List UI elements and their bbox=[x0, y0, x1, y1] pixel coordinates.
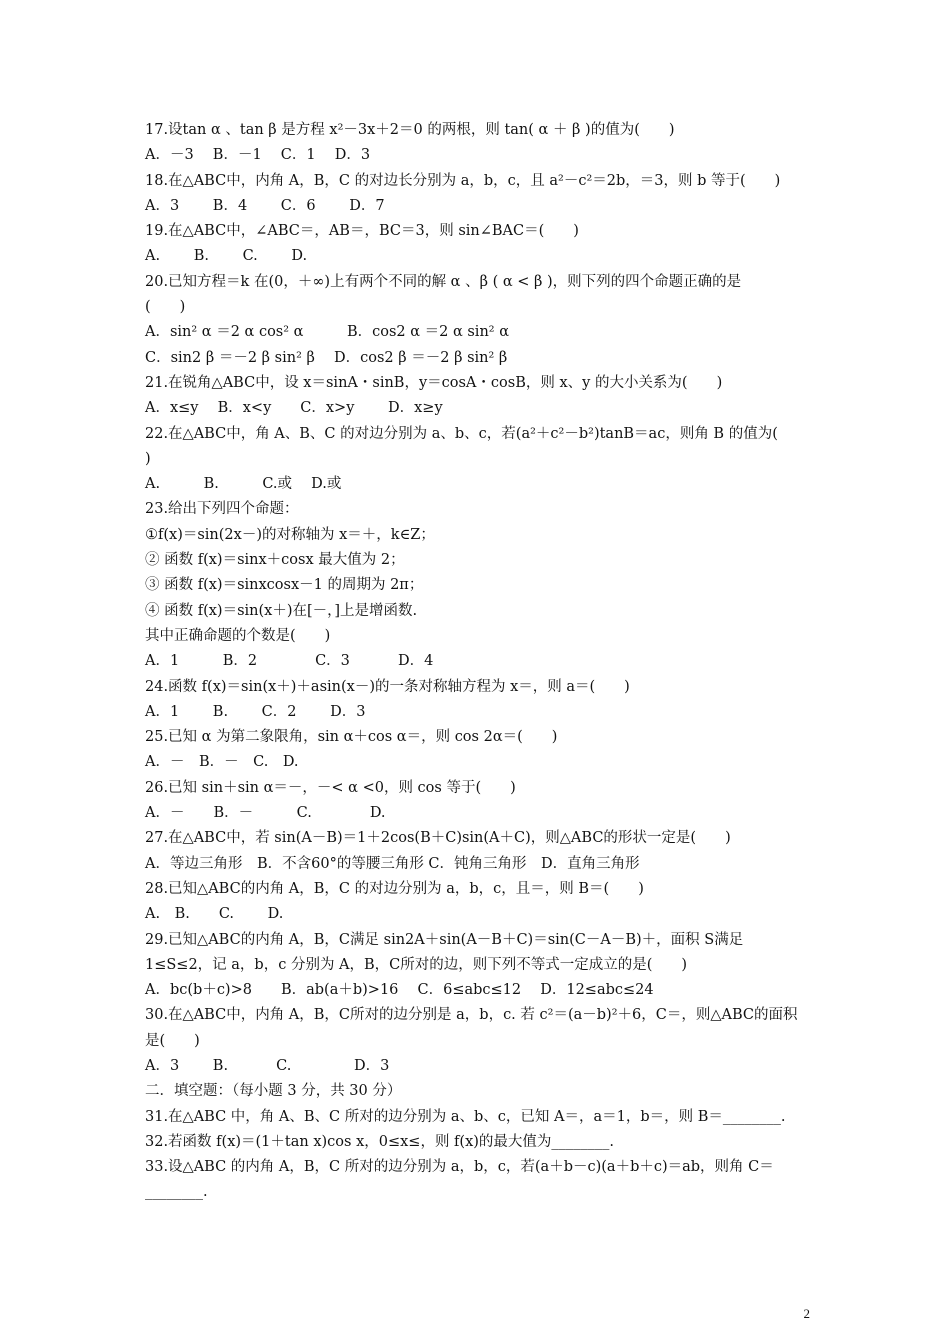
text-line: 20.已知方程＝k 在(0，＋∞)上有两个不同的解 α 、β ( α < β )，则下列的四个命题正确的是 bbox=[145, 273, 742, 290]
text-line: A. B. C. D. bbox=[145, 906, 284, 923]
text-line: 1≤S≤2，记 a，b，c 分别为 A，B，C所对的边，则下列不等式一定成立的是( ) bbox=[145, 956, 688, 973]
text-line: 25.已知 α 为第二象限角，sin α＋cos α＝，则 cos 2α＝( ) bbox=[145, 729, 558, 746]
text-line: ② 函数 f(x)＝sinx＋cosx 最大值为 2； bbox=[145, 552, 405, 569]
text-line: A．3 B. C. D．3 bbox=[145, 1057, 390, 1074]
text-line: A. B. C.或 D.或 bbox=[145, 476, 342, 493]
text-line: 18.在△ABC中，内角 A，B，C 的对边长分别为 a，b，c，且 a²－c²＝2b，＝3，则 b 等于( ) bbox=[145, 172, 781, 189]
text-line: A．bc(b＋c)>8 B．ab(a＋b)>16 C．6≤abc≤12 D．12≤abc≤24 bbox=[145, 982, 654, 999]
text-line: 30.在△ABC中，内角 A，B，C所对的边分别是 a，b，c. 若 c²＝(a－b)²＋6，C＝，则△ABC的面积 bbox=[145, 1007, 798, 1024]
text-line: A．1 B．2 C．3 D．4 bbox=[145, 653, 434, 670]
text-line: 其中正确命题的个数是( ) bbox=[145, 627, 331, 644]
text-line: 27.在△ABC中，若 sin(A－B)＝1＋2cos(B＋C)sin(A＋C)，则△ABC的形状一定是( ) bbox=[145, 830, 731, 847]
text-line: 23.给出下列四个命题： bbox=[145, 501, 299, 518]
text-line: A．－ B．－ C. D. bbox=[145, 754, 299, 771]
text-line: A．－ B．－ C. D. bbox=[145, 805, 386, 822]
text-line: A．x≤y B．x<y C．x>y D．x≥y bbox=[145, 400, 443, 417]
text-line: 24.函数 f(x)＝sin(x＋)＋asin(x－)的一条对称轴方程为 x＝，则 a＝( ) bbox=[145, 678, 630, 695]
text-line: ________. bbox=[145, 1184, 208, 1201]
text-line: 19.在△ABC中，∠ABC＝，AB＝，BC＝3，则 sin∠BAC＝( ) bbox=[145, 223, 579, 240]
text-line: ) bbox=[145, 450, 151, 467]
text-line: A．sin² α ＝2 α cos² α B．cos2 α ＝2 α sin² α bbox=[145, 324, 510, 341]
text-line: ( ) bbox=[145, 299, 186, 316]
text-line: 是( ) bbox=[145, 1032, 200, 1049]
text-line: ①f(x)＝sin(2x－)的对称轴为 x＝＋，k∈Z； bbox=[145, 526, 435, 543]
text-line: A．1 B. C．2 D．3 bbox=[145, 703, 366, 720]
text-line: 28.已知△ABC的内角 A，B，C 的对边分别为 a，b，c，且＝，则 B＝( ) bbox=[145, 880, 644, 897]
text-line: A．等边三角形 B．不含60°的等腰三角形 C．钝角三角形 D．直角三角形 bbox=[145, 855, 640, 872]
text-line: 31.在△ABC 中，角 A、B、C 所对的边分别为 a、b、c，已知 A＝，a＝1，b＝，则 B＝________. bbox=[145, 1108, 786, 1125]
text-line: 22.在△ABC中，角 A、B、C 的对边分别为 a、b、c，若(a²＋c²－b²)tanB＝ac，则角 B 的值为( bbox=[145, 425, 778, 442]
text-line: 21.在锐角△ABC中，设 x＝sinA・sinB，y＝cosA・cosB，则 x、y 的大小关系为( ) bbox=[145, 374, 723, 391]
text-line: ③ 函数 f(x)＝sinxcosx－1 的周期为 2π； bbox=[145, 577, 424, 594]
text-line: A．－3 B．－1 C．1 D．3 bbox=[145, 147, 371, 164]
text-line: 32.若函数 f(x)＝(1＋tan x)cos x，0≤x≤，则 f(x)的最大值为________. bbox=[145, 1133, 615, 1150]
text-line: 26.已知 sin＋sin α＝－，－< α <0，则 cos 等于( ) bbox=[145, 779, 516, 796]
text-line: A．3 B．4 C．6 D．7 bbox=[145, 197, 385, 214]
text-line: C．sin2 β ＝－2 β sin² β D．cos2 β ＝－2 β sin² β bbox=[145, 349, 508, 366]
text-line: 29.已知△ABC的内角 A，B，C满足 sin2A＋sin(A－B＋C)＝sin(C－A－B)＋，面积 S满足 bbox=[145, 931, 744, 948]
question-content bbox=[145, 118, 815, 1206]
text-line: A. B. C. D. bbox=[145, 248, 308, 265]
text-line: 二．填空题：（每小题 3 分，共 30 分） bbox=[145, 1083, 402, 1100]
text-line: 17.设tan α 、tan β 是方程 x²－3x＋2＝0 的两根，则 tan( α ＋ β )的值为( ) bbox=[145, 122, 675, 138]
text-line: 33.设△ABC 的内角 A，B，C 所对的边分别为 a，b，c，若(a＋b－c)(a＋b＋c)＝ab，则角 C＝ bbox=[145, 1159, 774, 1176]
text-line: ④ 函数 f(x)＝sin(x＋)在[－，]上是增函数. bbox=[145, 602, 418, 619]
page-number: 2 bbox=[803, 1306, 810, 1321]
